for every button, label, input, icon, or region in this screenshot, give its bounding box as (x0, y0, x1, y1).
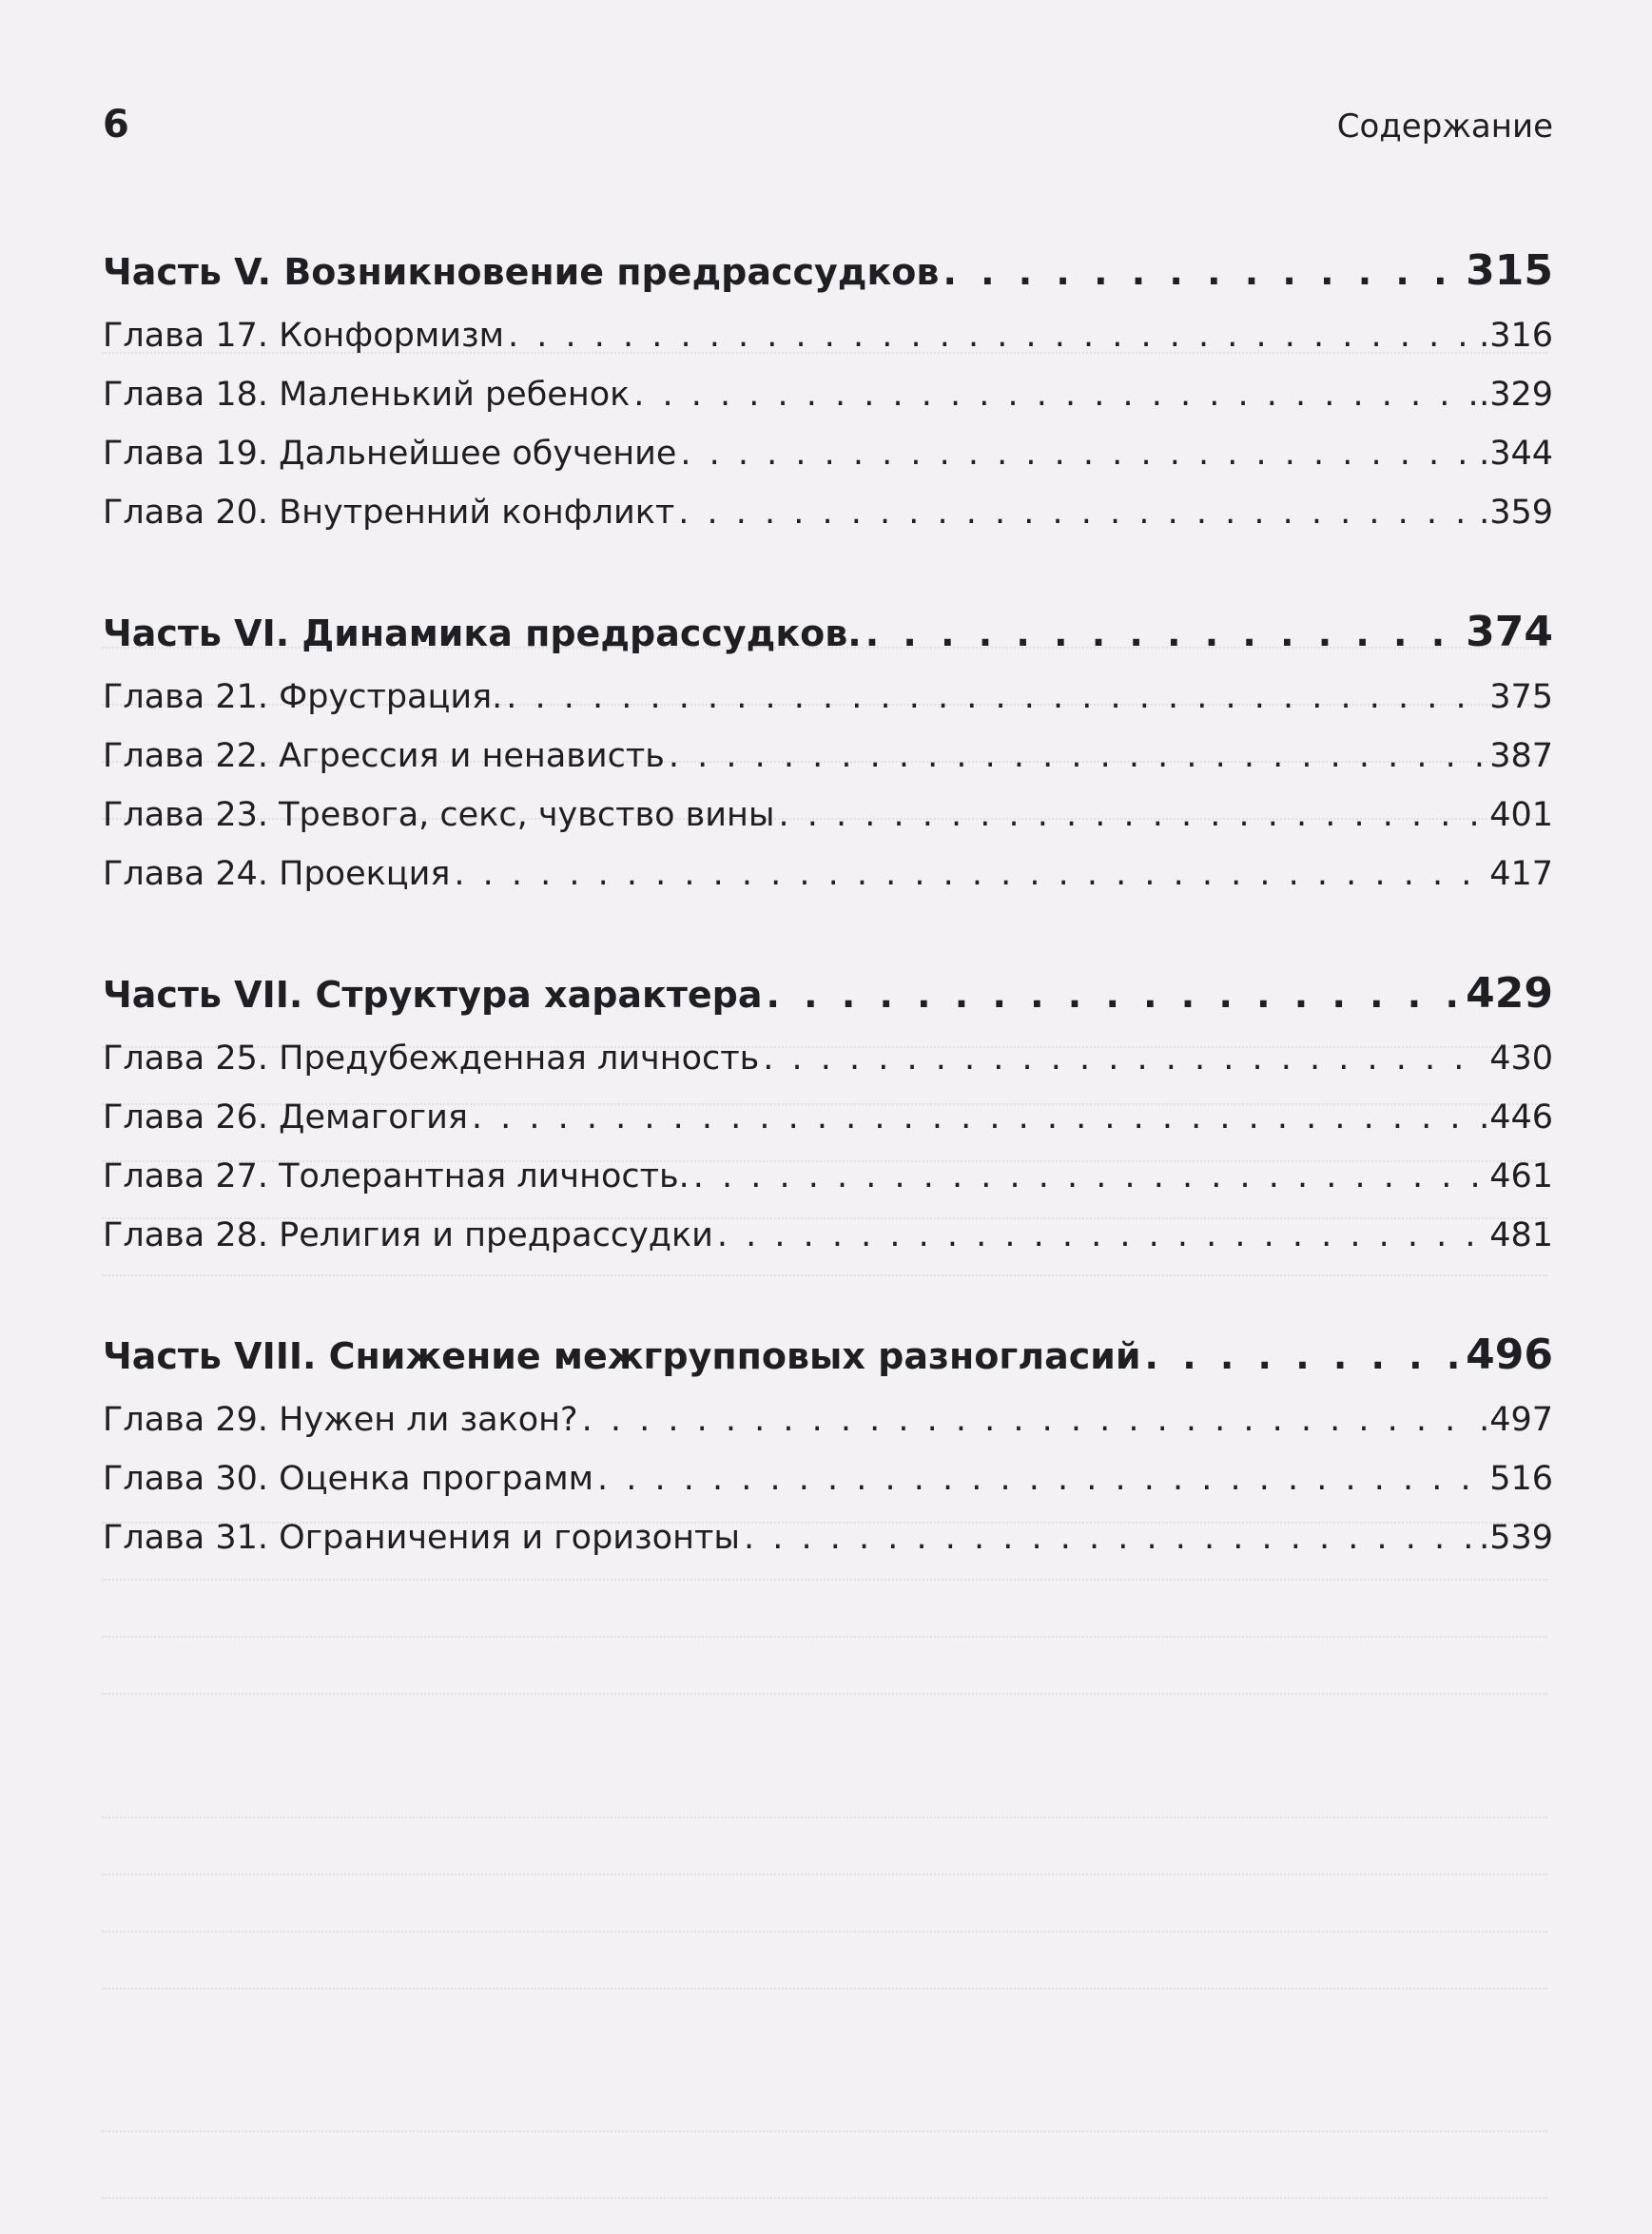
chapter-page-number: .316 (1479, 317, 1553, 355)
chapter-page-number: 481 (1489, 1216, 1553, 1254)
chapter-entry (103, 365, 1553, 424)
page-number: 6 (103, 103, 129, 146)
chapter-title: Глава 31. Ограничения и горизонты (103, 1519, 740, 1557)
chapter-title: Глава 30. Оценка программ (103, 1460, 594, 1498)
chapter-entry (103, 1449, 1553, 1508)
dot-leader (763, 1029, 1486, 1088)
table-of-contents (103, 236, 1553, 1622)
toc-part (103, 1320, 1553, 1567)
dot-leader (472, 1088, 1475, 1147)
chapter-page-number: 430 (1489, 1039, 1553, 1078)
chapter-entry (103, 1088, 1553, 1147)
dot-leader (508, 306, 1475, 365)
dot-leader (693, 1147, 1486, 1206)
part-title: Часть VI. Динамика предрассудков. (103, 612, 862, 654)
part-entry (103, 1320, 1553, 1390)
chapter-entry (103, 668, 1553, 727)
toc-part (103, 597, 1553, 903)
chapter-title: Глава 18. Маленький ребенок (103, 376, 631, 414)
chapter-page-number: .497 (1479, 1401, 1553, 1439)
dot-leader (1145, 1321, 1463, 1391)
chapter-title: Глава 17. Конформизм (103, 317, 505, 355)
running-title: Содержание (1336, 107, 1553, 146)
chapter-title: Глава 26. Демагогия (103, 1098, 468, 1136)
toc-part (103, 236, 1553, 542)
dot-leader (717, 1206, 1486, 1265)
chapter-entry (103, 1147, 1553, 1206)
chapter-entry (103, 845, 1553, 903)
part-page-number: 374 (1466, 608, 1553, 656)
chapter-entry (103, 1390, 1553, 1449)
chapter-entry (103, 306, 1553, 365)
chapter-title: Глава 23. Тревога, секс, чувство вины (103, 796, 775, 834)
chapter-page-number: 387 (1489, 737, 1553, 775)
dot-leader (943, 237, 1462, 307)
chapter-page-number: 417 (1489, 855, 1553, 893)
chapter-page-number: .539 (1479, 1519, 1553, 1557)
part-entry (103, 597, 1553, 668)
part-entry (103, 236, 1553, 306)
part-title: Часть VIII. Снижение межгрупповых разногласий (103, 1335, 1141, 1377)
part-page-number: 315 (1466, 246, 1553, 295)
dot-leader (680, 424, 1475, 483)
dot-leader (454, 845, 1486, 903)
chapter-entry (103, 727, 1553, 786)
dot-leader (582, 1390, 1475, 1449)
chapter-entry (103, 424, 1553, 483)
dot-leader (766, 960, 1462, 1030)
chapter-page-number: .329 (1479, 376, 1553, 414)
dot-leader (597, 1449, 1486, 1508)
chapter-title: Глава 27. Толерантная личность. (103, 1157, 690, 1195)
chapter-page-number: 375 (1489, 678, 1553, 716)
dot-leader (633, 365, 1475, 424)
chapter-entry (103, 1508, 1553, 1567)
chapter-page-number: .344 (1479, 435, 1553, 473)
part-title: Часть VII. Структура характера (103, 974, 763, 1016)
chapter-entry (103, 483, 1553, 542)
dot-leader (669, 727, 1486, 786)
chapter-title: Глава 22. Агрессия и ненависть (103, 737, 665, 775)
toc-part (103, 959, 1553, 1265)
chapter-title: Глава 24. Проекция (103, 855, 451, 893)
part-entry (103, 959, 1553, 1029)
chapter-title: Глава 28. Религия и предрассудки (103, 1216, 713, 1254)
chapter-page-number: 516 (1489, 1460, 1553, 1498)
part-page-number: 429 (1466, 969, 1553, 1018)
chapter-entry (103, 1029, 1553, 1088)
chapter-title: Глава 20. Внутренний конфликт (103, 494, 675, 532)
chapter-page-number: 401 (1489, 796, 1553, 834)
dot-leader (779, 786, 1487, 845)
chapter-title: Глава 29. Нужен ли закон? (103, 1401, 578, 1439)
chapter-page-number: .446 (1479, 1098, 1553, 1136)
part-page-number: 496 (1466, 1331, 1553, 1379)
chapter-page-number: .359 (1479, 494, 1553, 532)
chapter-title: Глава 21. Фрустрация. (103, 678, 503, 716)
chapter-title: Глава 19. Дальнейшее обучение (103, 435, 677, 473)
running-head (103, 103, 1553, 160)
chapter-page-number: 461 (1489, 1157, 1553, 1195)
dot-leader (678, 483, 1475, 542)
chapter-entry (103, 1206, 1553, 1265)
chapter-entry (103, 786, 1553, 845)
chapter-title: Глава 25. Предубежденная личность (103, 1039, 760, 1078)
dot-leader (506, 668, 1486, 727)
dot-leader (744, 1508, 1475, 1567)
part-title: Часть V. Возникновение предрассудков (103, 251, 940, 293)
dot-leader (865, 598, 1462, 669)
